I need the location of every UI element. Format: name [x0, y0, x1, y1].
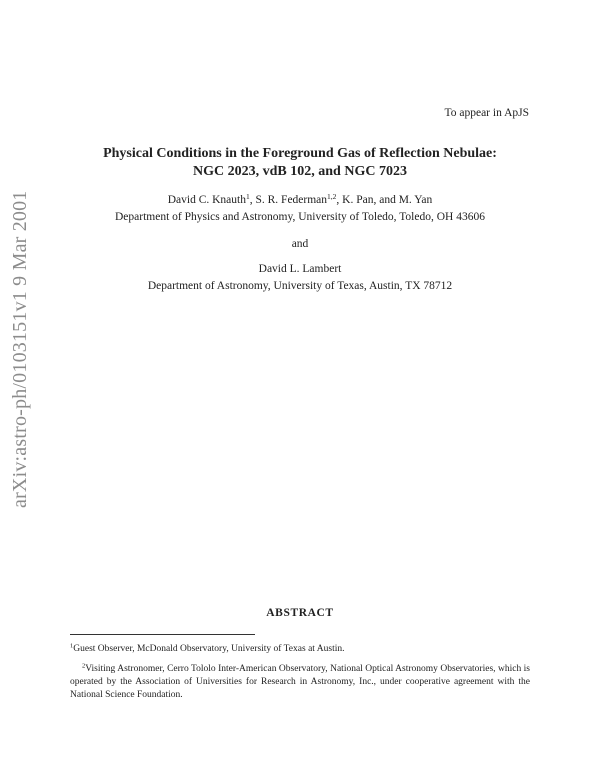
- footnote-marker: 1: [245, 192, 250, 201]
- footnote-divider: [70, 634, 255, 635]
- footnote-mark: 1: [70, 642, 74, 650]
- title-line-1: Physical Conditions in the Foreground Gas of Reflection Nebulae:: [103, 146, 497, 161]
- author-list: [40, 194, 560, 206]
- affiliation-toledo: Department of Physics and Astronomy, University of Toledo, Toledo, OH 43606: [115, 211, 485, 223]
- author-names-rest: , K. Pan, and M. Yan: [336, 194, 433, 206]
- journal-note: To appear in ApJS: [444, 107, 529, 119]
- comma-separator: ,: [249, 194, 256, 206]
- footnote-text: Guest Observer, McDonald Observatory, University of Texas at Austin.: [73, 644, 345, 654]
- footnote-text: Visiting Astronomer, Cerro Tololo Inter-American Observatory, National Optical Astronomy Observatories, which is operated by the Association of Universities for Research in Astronomy, Inc., under cooperative agreement with the National Science Foundation.: [70, 664, 530, 700]
- paper-title: [40, 145, 560, 181]
- footnote-mark: 2: [82, 662, 86, 670]
- arxiv-identifier-stamp: arXiv:astro-ph/0103151v1 9 Mar 2001: [9, 190, 31, 508]
- footnote-1: [70, 643, 530, 656]
- author-name: S. R. Federman: [255, 194, 328, 206]
- footnote-2: [70, 663, 530, 702]
- affiliation-texas: Department of Astronomy, University of Texas, Austin, TX 78712: [147, 280, 453, 292]
- and-separator: and: [291, 238, 309, 250]
- second-author: David L. Lambert: [258, 263, 342, 275]
- abstract-heading: ABSTRACT: [266, 607, 334, 619]
- title-line-2: NGC 2023, vdB 102, and NGC 7023: [193, 164, 407, 179]
- footnote-marker: 1,2: [327, 192, 337, 201]
- author-name: David C. Knauth: [167, 194, 246, 206]
